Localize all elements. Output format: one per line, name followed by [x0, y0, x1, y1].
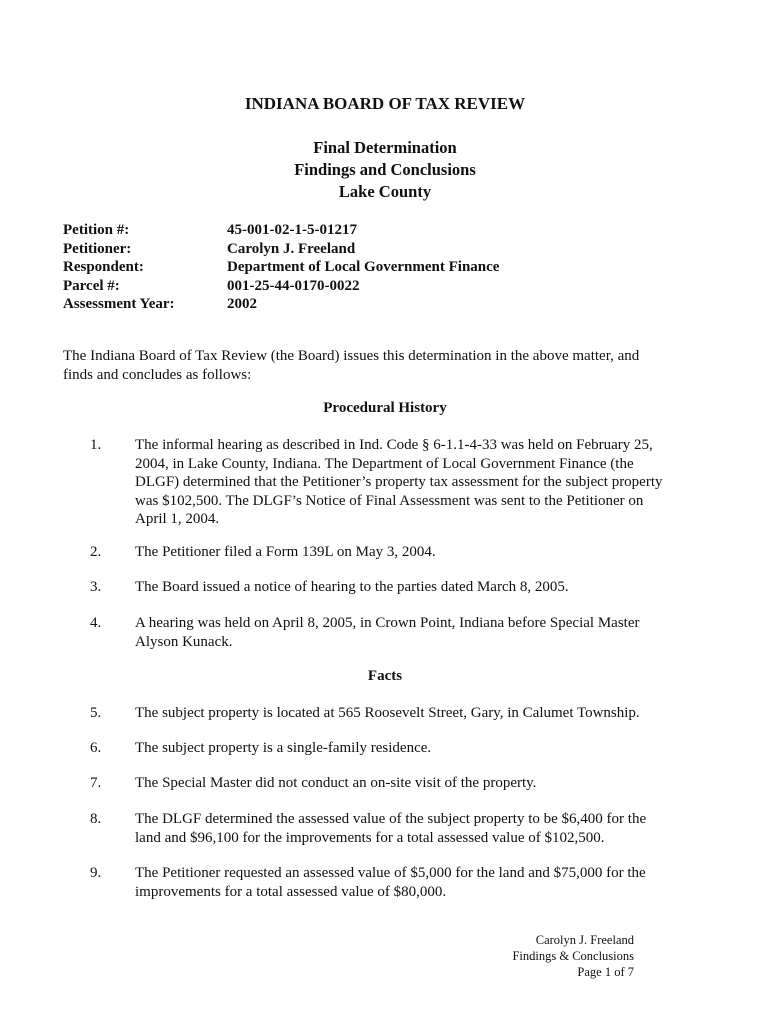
item-number: 5. — [90, 705, 102, 721]
subtitle-line-2: Findings and Conclusions — [294, 160, 476, 179]
document-title: INDIANA BOARD OF TAX REVIEW — [244, 94, 526, 113]
meta-row-assessment-year — [63, 295, 499, 314]
item-number: 9. — [90, 865, 102, 881]
item-text: The subject property is a single-family residence. — [135, 740, 432, 756]
page-footer — [512, 932, 634, 980]
item-text: The Special Master did not conduct an on-site visit of the property. — [135, 775, 537, 791]
item-text: The DLGF determined the assessed value of the subject property to be $6,400 for the land and $96,100 for the improvements for a total assessed value of $102,500. — [135, 811, 647, 846]
item-text: The Board issued a notice of hearing to the parties dated March 8, 2005. — [135, 579, 569, 595]
meta-label: Respondent: — [63, 259, 144, 275]
meta-label: Petitioner: — [63, 240, 132, 257]
footer-petitioner-name: Carolyn J. Freeland — [535, 933, 634, 947]
section-heading-procedural-history: Procedural History — [323, 400, 447, 416]
item-text: The informal hearing as described in Ind. Code § 6-1.1-4-33 was held on February 25, 2004, in Lake County, Indiana. The Department of Local Government Finance (the DLGF) determined that the Petitioner’s property tax assessment for the subject property was $102,500. The DLGF’s Notice of Final Assessment was sent to the Petitioner on April 1, 2004. — [135, 437, 663, 527]
item-number: 6. — [90, 740, 102, 756]
item-text: The Petitioner requested an assessed value of $5,000 for the land and $75,000 for the improvements for a total assessed value of $80,000. — [135, 865, 646, 900]
meta-row-parcel — [63, 277, 499, 296]
item-text: The Petitioner filed a Form 139L on May 3, 2004. — [135, 544, 436, 560]
item-number: 7. — [90, 775, 102, 791]
meta-value: 001-25-44-0170-0022 — [227, 277, 360, 294]
item-number: 2. — [90, 544, 102, 560]
intro-paragraph: The Indiana Board of Tax Review (the Board) issues this determination in the above matter, and finds and concludes as follows: — [63, 348, 640, 383]
meta-label: Assessment Year: — [63, 296, 175, 312]
section-heading-facts: Facts — [367, 668, 403, 684]
meta-value: Carolyn J. Freeland — [227, 240, 356, 257]
meta-label: Petition #: — [63, 222, 130, 238]
item-number: 3. — [90, 579, 102, 595]
subtitle-line-3: Lake County — [338, 182, 432, 201]
item-number: 8. — [90, 811, 102, 827]
item-number: 4. — [90, 615, 102, 631]
item-text: The subject property is located at 565 Roosevelt Street, Gary, in Calumet Township. — [135, 705, 640, 721]
item-number: 1. — [90, 437, 102, 453]
item-text: A hearing was held on April 8, 2005, in Crown Point, Indiana before Special Master Alyson Kunack. — [135, 615, 640, 650]
meta-value: 45-001-02-1-5-01217 — [227, 222, 357, 238]
footer-page-number: Page 1 of 7 — [577, 965, 634, 979]
meta-row-petitioner — [63, 240, 499, 259]
meta-value: 2002 — [227, 296, 257, 312]
meta-value: Department of Local Government Finance — [227, 259, 500, 275]
meta-label: Parcel #: — [63, 277, 120, 294]
meta-row-petition — [63, 221, 499, 240]
footer-document-type: Findings & Conclusions — [512, 949, 634, 963]
meta-row-respondent — [63, 258, 499, 277]
subtitle-line-1: Final Determination — [313, 138, 457, 157]
case-metadata — [63, 221, 499, 314]
